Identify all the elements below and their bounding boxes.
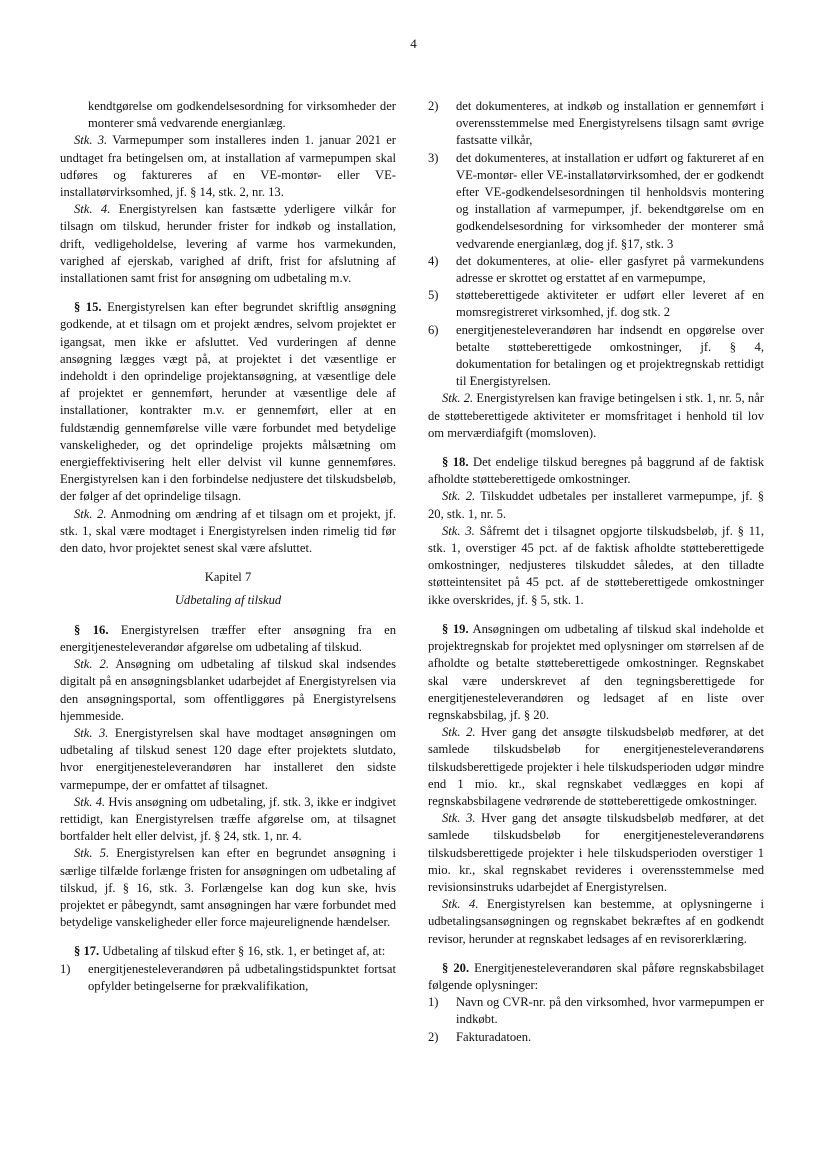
stk-text: Hver gang det ansøgte tilskudsbeløb medfører, at det samlede tilskudsbeløb for energitjenesteleverandørens tilskudsberettigede projekter i hele tilskudsperioden overstiger 1 mio. kr., skal regnskabet revideres i overensstemmelse med revisionsinstruks udarbejdet af Energistyrelsen.	[428, 811, 764, 894]
stk-text: Energistyrelsen skal have modtaget ansøgningen om udbetaling af tilskud senest 120 dage efter projektets slutdato, hvor energitjenesteleverandøren har installeret den sidste varmepumpe, der er omfattet af tilsagnet.	[60, 725, 396, 792]
list-number: 4)	[428, 253, 439, 268]
list-text: energitjenesteleverandøren på udbetalingstidspunktet fortsat opfylder betingelserne for prækvalifikation,	[88, 961, 396, 993]
section-label: § 17.	[74, 944, 100, 959]
stk-label: Stk. 3.	[442, 811, 476, 826]
section-19-stk3	[428, 810, 764, 896]
section-16-stk3	[60, 725, 396, 794]
list-item	[60, 961, 396, 995]
left-column	[60, 98, 396, 995]
section-16-stk5	[60, 845, 396, 931]
stk-label: Stk. 4.	[74, 794, 106, 809]
list-text: Navn og CVR-nr. på den virksomhed, hvor varmepumpen er indkøbt.	[456, 995, 764, 1027]
list-item	[428, 150, 764, 253]
section-14-stk3	[60, 132, 396, 201]
section-label: § 15.	[74, 300, 102, 315]
stk-text: Anmodning om ændring af et tilsagn om et projekt, jf. stk. 1, skal være modtaget i Energistyrelsen inden rimelig tid før den dato, hvor projektet senest skal være afsluttet.	[60, 506, 396, 556]
list-number: 3)	[428, 150, 439, 165]
section-label: § 19.	[442, 621, 469, 636]
section-18-stk2	[428, 488, 764, 522]
stk-label: Stk. 4.	[74, 202, 111, 217]
section-17	[60, 943, 396, 960]
list-item	[428, 1029, 764, 1046]
section-text: Energistyrelsen træffer efter ansøgning fra en energitjenesteleverandør afgørelse om udbetaling af tilskud.	[60, 622, 396, 654]
section-16-stk2	[60, 656, 396, 725]
section-15-stk2	[60, 506, 396, 558]
stk-label: Stk. 2.	[442, 391, 474, 406]
section-18	[428, 454, 764, 488]
chapter-heading: Kapitel 7	[204, 570, 252, 585]
section-text: Ansøgningen om udbetaling af tilskud skal indeholde et projektregnskab for projektet med oplysninger om størrelsen af de afholdte og betalte støtteberettigede omkostninger. Regnskabet skal være underskrevet af den tegningsberettigede for energitjenesteleverandøren og ledsaget af en liste over regnskabsbilag, jf. § 20.	[428, 621, 764, 722]
list-text: det dokumenteres, at indkøb og installation er gennemført i overensstemmelse med Energistyrelsens tilsagn samt øvrige fastsatte vilkår,	[456, 99, 764, 148]
list-number: 5)	[428, 288, 439, 303]
stk-text: Energistyrelsen kan bestemme, at oplysningerne i udbetalingsansøgningen og regnskabet bekræftes af en godkendt revisor, herunder at regnskabet ledsages af en revisorerklæring.	[428, 897, 764, 946]
list-text: støtteberettigede aktiviteter er udført eller leveret af en momsregistreret virksomhed, jf. dog stk. 2	[456, 288, 764, 320]
stk-text: Såfremt det i tilsagnet opgjorte tilskudsbeløb, jf. § 11, stk. 1, overstiger 45 pct. af de faktisk afholdte støtteberettigede omkostninger, nedjusteres tilskuddet således, at den tilladte støtteintensitet på 45 pct. af de støtteberettigede omkostninger ikke overskrides, jf. § 5, stk. 1.	[428, 523, 764, 607]
section-label: § 16.	[74, 622, 109, 637]
section-text: Det endelige tilskud beregnes på baggrund af de faktisk afholdte støtteberettigede omkostninger.	[428, 455, 765, 487]
list-item	[428, 98, 764, 150]
list-item	[428, 287, 764, 321]
stk-label: Stk. 3.	[74, 725, 109, 740]
section-label: § 18.	[442, 455, 469, 470]
stk-text: Hvis ansøgning om udbetaling, jf. stk. 3, ikke er indgivet rettidigt, kan Energistyrelsen træffe afgørelse om, at tilsagnet bortfalder helt eller delvist, jf. § 24, stk. 1, nr. 4.	[60, 794, 396, 844]
list-item	[428, 322, 764, 391]
section-14-stk4	[60, 201, 396, 287]
stk-text: Ansøgning om udbetaling af tilskud skal indsendes digitalt på en ansøgningsblanket udarbejdet af Energistyrelsen via den ansøgningsportal, som offentliggøres på Energistyrelsens hjemmeside.	[60, 657, 396, 723]
stk-label: Stk. 2.	[442, 489, 476, 504]
list-number: 2)	[428, 1029, 439, 1044]
list-item	[428, 994, 764, 1028]
stk-label: Stk. 2.	[442, 725, 476, 740]
list-text: energitjenesteleverandøren har indsendt en opgørelse over betalte støtteberettigede omkostninger, jf. § 4, dokumentation for betalingen og et projektregnskab rettidigt til Energistyrelsen.	[456, 322, 764, 389]
section-19	[428, 621, 764, 724]
stk-label: Stk. 5.	[74, 846, 110, 861]
section-19-stk4	[428, 896, 764, 948]
stk-text: Energistyrelsen kan efter en begrundet ansøgning i særlige tilfælde forlænge fristen for ansøgningen om udbetaling af tilskud, jf. § 16, stk. 3. Forlængelse kan dog kun ske, hvis projektet er påbegyndt, samt ansøgningen har være forbundet med betydelige vanskeligheder eller force majeurelignende hændelser.	[60, 846, 396, 930]
list-text: det dokumenteres, at installation er udført og faktureret af en VE-montør- eller VE-installatørvirksomhed, der er godkendt efter VE-godkendelsesordningen til henholdsvis montering og installation af varmepumper, jf. bekendtgørelse om en godkendelsesordning for virksomheder der monterer små vedvarende energianlæg, dog jf. §17, stk. 3	[456, 150, 764, 251]
stk-label: Stk. 4.	[442, 897, 479, 912]
section-19-stk2	[428, 724, 764, 810]
list-number: 1)	[60, 961, 71, 976]
section-text: Energitjenesteleverandøren skal påføre regnskabsbilaget følgende oplysninger:	[428, 960, 764, 992]
section-15	[60, 299, 396, 505]
section-text: Udbetaling af tilskud efter § 16, stk. 1, er betinget af, at:	[99, 944, 386, 959]
stk-text: Varmepumper som installeres inden 1. januar 2021 er undtaget fra betingelsen om, at installation af varmepumpen skal udføres og faktureres af en VE-montør- eller VE-installatørvirksomhed, jf. § 14, stk. 2, nr. 13.	[60, 133, 396, 200]
list-number: 1)	[428, 995, 439, 1010]
section-label: § 20.	[442, 960, 470, 975]
stk-label: Stk. 2.	[74, 506, 107, 521]
list-number: 2)	[428, 99, 439, 113]
list-item	[428, 253, 764, 287]
stk-text: Energistyrelsen kan fastsætte yderligere vilkår for tilsagn om tilskud, herunder frister for indkøb og installation, drift, vedligeholdelse, levering af varme hos varmekunden, varighed af ejerskab, varighed af drift, frist for afslutning af installationen samt frist for ansøgning om udbetaling m.v.	[60, 202, 396, 286]
chapter-title: Udbetaling af tilskud	[174, 593, 282, 608]
list-text: Fakturadatoen.	[456, 1029, 532, 1044]
stk-text: Energistyrelsen kan fravige betingelsen i stk. 1, nr. 5, når de støtteberettigede aktiviteter er momsfritaget i henhold til lov om merværdiafgift (momsloven).	[428, 391, 764, 440]
page-number: 4	[410, 36, 417, 51]
section-20	[428, 960, 764, 994]
list-text: det dokumenteres, at olie- eller gasfyret på varmekundens adresse er skrottet og erstattet af en varmepumpe,	[456, 253, 764, 286]
section-16-stk4	[60, 794, 396, 846]
section-17-stk2	[428, 390, 764, 442]
section-18-stk3	[428, 523, 764, 609]
stk-text: Hver gang det ansøgte tilskudsbeløb medfører, at det samlede tilskudsbeløb for energitjenesteleverandørens tilskudsberettigede projekter i hele tilskudsperioden udgør mindre end 1 mio. kr., skal regnskabet vedlægges en kopi af regnskabsbilagene vedrørende de støtteberettigede omkostninger.	[428, 725, 764, 808]
section-16	[60, 622, 396, 656]
stk-text: Tilskuddet udbetales per installeret varmepumpe, jf. § 20, stk. 1, nr. 5.	[428, 489, 764, 521]
stk-label: Stk. 3.	[74, 133, 108, 148]
stk-label: Stk. 3.	[442, 523, 475, 538]
stk-label: Stk. 2.	[74, 657, 109, 672]
right-column	[428, 98, 764, 1046]
list-number: 6)	[428, 322, 439, 337]
section-text: Energistyrelsen kan efter begrundet skriftlig ansøgning godkende, at et tilsagn om et projekt ændres, selvom projektet er igangsat, men ikke er afsluttet. Ved vurderingen af denne ansøgning lægges vægt på, at projektet i det væsentlige er indeholdt i den oprindelige projektansøgning, at væsentlige dele af projektet er gennemført, herunder at væsentlige dele af installationer, kontrakter m.v. er gennemført, eller at en fuldstændig gennemførelse ville være forbundet med betydelige vanskeligheder, og det oprindelige projekts målsætning om energieffektivisering helt eller delvist vil kunne gennemføres. Energistyrelsen kan i den forbindelse nedjustere det tilskudsbeløb, der følger af det oprindelige tilsagn.	[60, 300, 396, 504]
paragraph-continuation: kendtgørelse om godkendelsesordning for virksomheder der monterer små vedvarende energianlæg.	[88, 99, 396, 131]
